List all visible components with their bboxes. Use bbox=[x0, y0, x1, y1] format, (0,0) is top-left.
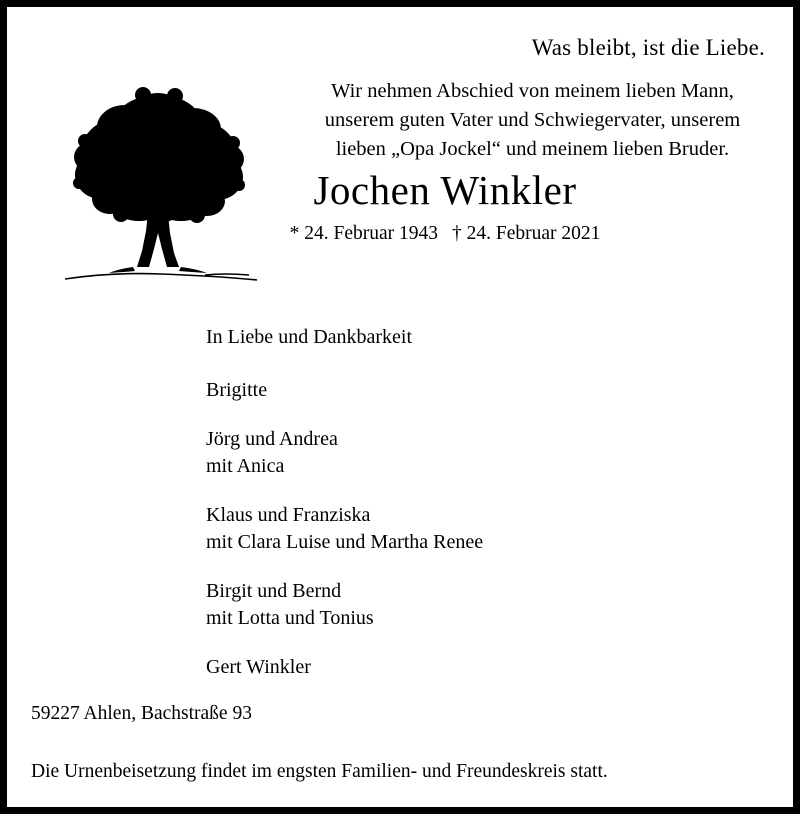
closing-note: Die Urnenbeisetzung findet im engsten Familien- und Freundeskreis statt. bbox=[31, 761, 608, 782]
mourner-line-1: Brigitte bbox=[206, 379, 268, 401]
death-date: † 24. Februar 2021 bbox=[452, 223, 601, 245]
mourners-list bbox=[206, 324, 769, 681]
list-item bbox=[206, 654, 769, 681]
mourner-line-2: mit Lotta und Tonius bbox=[206, 607, 374, 629]
mourners-lead: In Liebe und Dankbarkeit bbox=[206, 326, 413, 348]
list-item bbox=[206, 426, 769, 480]
mourner-line-2: mit Clara Luise und Martha Renee bbox=[206, 531, 484, 553]
mourner-line-1: Jörg und Andrea bbox=[206, 428, 338, 450]
oak-tree-icon bbox=[55, 83, 260, 293]
mourner-line-1: Gert Winkler bbox=[206, 656, 311, 678]
list-item bbox=[206, 578, 769, 632]
motto-text: Was bleibt, ist die Liebe. bbox=[531, 35, 765, 60]
top-block bbox=[31, 77, 769, 282]
list-item bbox=[206, 502, 769, 556]
intro-line-2: unserem guten Vater und Schwiegervater, unserem bbox=[324, 109, 741, 132]
deceased-name: Jochen Winkler bbox=[313, 167, 577, 214]
mourner-line-1: Klaus und Franziska bbox=[206, 504, 371, 526]
intro-line-1: Wir nehmen Abschied von meinem lieben Mann, bbox=[331, 80, 734, 102]
birth-date: * 24. Februar 1943 bbox=[289, 223, 438, 245]
address-line: 59227 Ahlen, Bachstraße 93 bbox=[31, 703, 252, 724]
list-item bbox=[206, 377, 769, 404]
intro-line-3: lieben „Opa Jockel“ und meinem lieben Bruder. bbox=[335, 138, 730, 161]
intro-text bbox=[296, 77, 769, 164]
mourner-line-2: mit Anica bbox=[206, 455, 285, 477]
mourner-line-1: Birgit und Bernd bbox=[206, 580, 342, 602]
